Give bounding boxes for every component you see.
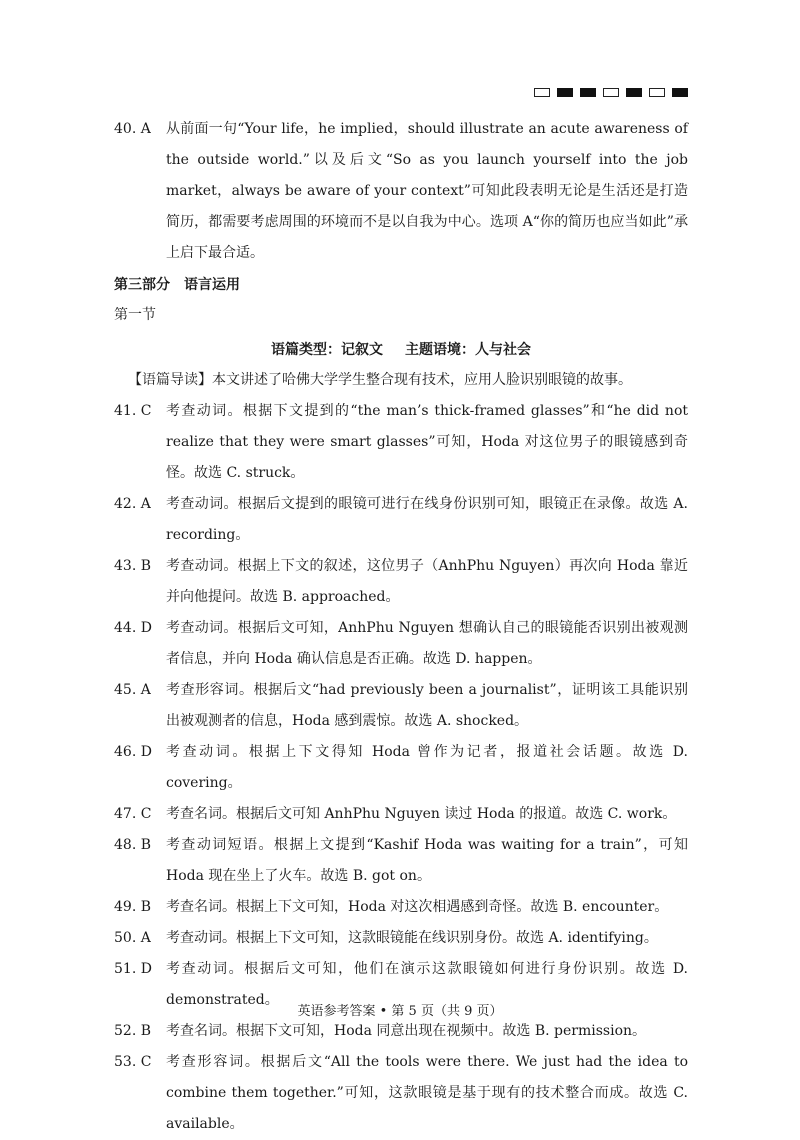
passage-info — [114, 334, 688, 366]
answer-number: 50. A — [114, 930, 151, 946]
passage-guide: 【语篇导读】本文讲述了哈佛大学学生整合现有技术，应用人脸识别眼镜的故事。 — [128, 372, 632, 388]
answer-explanation: 考查形容词。根据后文“All the tools were there. We just had the idea to combine them together.”可知，这款眼镜是基于现有的技术整合而成。故选 C. available。 — [166, 1054, 688, 1132]
answer-item — [114, 675, 688, 737]
header-mark — [557, 88, 573, 97]
answer-explanation: 考查动词。根据后文提到的眼镜可进行在线身份识别可知，眼镜正在录像。故选 A. recording。 — [166, 496, 688, 543]
answer-explanation: 考查名词。根据后文可知 AnhPhu Nguyen 读过 Hoda 的报道。故选 C. work。 — [166, 806, 677, 822]
answer-explanation: 考查动词。根据后文可知，AnhPhu Nguyen 想确认自己的眼镜能否识别出被观测者信息，并向 Hoda 确认信息是否正确。故选 D. happen。 — [166, 620, 688, 667]
header-mark — [626, 88, 642, 97]
answer-item — [114, 396, 688, 489]
answer-item — [114, 892, 688, 923]
answer-list — [114, 396, 688, 1140]
answer-number: 51. D — [114, 961, 152, 977]
answer-explanation: 考查形容词。根据后文“had previously been a journalist”，证明该工具能识别出被观测者的信息，Hoda 感到震惊。故选 A. shocked。 — [166, 682, 688, 729]
answer-number: 47. C — [114, 806, 152, 822]
header-marks — [534, 88, 688, 97]
answer-number: 43. B — [114, 558, 152, 574]
answer-number: 52. B — [114, 1023, 152, 1039]
answer-number: 40. A — [114, 121, 151, 137]
header-mark — [649, 88, 665, 97]
answer-number: 45. A — [114, 682, 151, 698]
answer-item — [114, 551, 688, 613]
answer-number: 48. B — [114, 837, 152, 853]
answer-number: 46. D — [114, 744, 152, 760]
answer-number: 53. C — [114, 1054, 152, 1070]
answer-explanation: 考查名词。根据下文可知，Hoda 同意出现在视频中。故选 B. permission。 — [166, 1023, 647, 1039]
answer-item-40 — [114, 114, 688, 269]
answer-explanation: 考查动词。根据上下文得知 Hoda 曾作为记者，报道社会话题。故选 D. covering。 — [166, 744, 688, 791]
answer-item — [114, 923, 688, 954]
answer-explanation: 考查动词。根据上下文的叙述，这位男子（AnhPhu Nguyen）再次向 Hoda 靠近并向他提问。故选 B. approached。 — [166, 558, 688, 605]
header-mark — [603, 88, 619, 97]
answer-item — [114, 799, 688, 830]
answer-item — [114, 489, 688, 551]
header-mark — [534, 88, 550, 97]
header-mark — [580, 88, 596, 97]
answer-explanation: 考查动词。根据下文提到的“the man’s thick-framed glasses”和“he did not realize that they were smart glasses”可知，Hoda 对这位男子的眼镜感到奇怪。故选 C. struck。 — [166, 403, 688, 481]
page-footer: 英语参考答案 • 第 5 页（共 9 页） — [297, 1004, 503, 1019]
passage-theme: 主题语境：人与社会 — [405, 342, 531, 358]
answer-explanation: 考查动词短语。根据上文提到“Kashif Hoda was waiting for a train”，可知 Hoda 现在坐上了火车。故选 B. got on。 — [166, 837, 688, 884]
answer-explanation: 从前面一句“Your life，he implied，should illustrate an acute awareness of the outside world.”以及后文“So as you launch yourself into the job market，always be aware of your context”可知此段表明无论是生活还是打造简历，都需要考虑周围的环境而不是以自我为中心。选项 A“你的简历也应当如此”承上启下最合适。 — [166, 121, 688, 261]
answer-item — [114, 613, 688, 675]
header-mark — [672, 88, 688, 97]
answer-item — [114, 1016, 688, 1047]
subsection-title: 第一节 — [114, 307, 156, 323]
answer-item — [114, 830, 688, 892]
answer-explanation: 考查动词。根据上下文可知，这款眼镜能在线识别身份。故选 A. identifying。 — [166, 930, 658, 946]
passage-genre: 语篇类型：记叙文 — [271, 342, 383, 358]
answer-explanation: 考查名词。根据上下文可知，Hoda 对这次相遇感到奇怪。故选 B. encounter。 — [166, 899, 669, 915]
answer-number: 44. D — [114, 620, 152, 636]
answer-number: 41. C — [114, 403, 152, 419]
answer-item — [114, 1047, 688, 1140]
answer-explanation: 考查动词。根据后文可知，他们在演示这款眼镜如何进行身份识别。故选 D. demonstrated。 — [166, 961, 688, 1008]
answer-item — [114, 737, 688, 799]
answer-content — [114, 114, 688, 1140]
answer-number: 42. A — [114, 496, 151, 512]
answer-number: 49. B — [114, 899, 152, 915]
part-title: 第三部分 语言运用 — [114, 277, 240, 293]
